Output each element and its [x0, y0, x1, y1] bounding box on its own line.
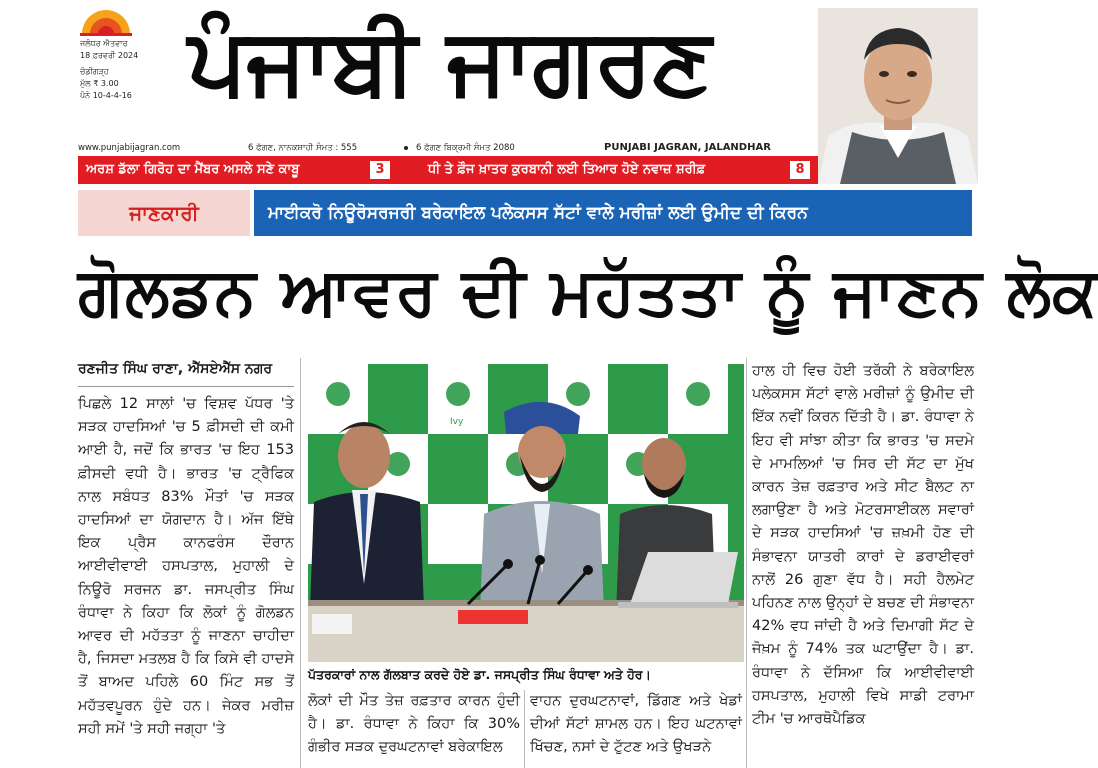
main-headline: ਗੋਲਡਨ ਆਵਰ ਦੀ ਮਹੱਤਤਾ ਨੂੰ ਜਾਣਨ ਲੋਕ [78, 253, 1098, 330]
section-title: ਮਾਈਕਰੋ ਨਿਊਰੋਸਰਜਰੀ ਬਰੇਕਾਇਲ ਪਲੇਕਸਸ ਸੱਟਾਂ ਵਾਲੇ ਮਰੀਜ਼ਾਂ ਲਈ ਉਮੀਦ ਦੀ ਕਿਰਨ [254, 190, 972, 236]
teaser-bar [78, 156, 818, 184]
edition-day: ਜਲੰਧਰ ਐਤਵਾਰ [80, 39, 128, 48]
info-strip [78, 140, 818, 156]
article-column-middle-1 [308, 690, 520, 768]
column-left-text: ਪਿਛਲੇ 12 ਸਾਲਾਂ 'ਚ ਵਿਸ਼ਵ ਪੱਧਰ 'ਤੇ ਸੜਕ ਹਾਦਸਿਆਂ 'ਚ 5 ਫ਼ੀਸਦੀ ਦੀ ਕਮੀ ਆਈ ਹੈ, ਜਦੋਂ ਕਿ ਭਾਰਤ 'ਚ ਇਹ 153 ਫ਼ੀਸਦੀ ਵਧੀ ਹੈ। ਭਾਰਤ 'ਚ ਟ੍ਰੈਫਿਕ ਨਾਲ ਸਬੰਧਤ 83% ਮੌਤਾਂ 'ਚ ਸੜਕ ਹਾਦਸਿਆਂ ਦਾ ਯੋਗਦਾਨ ਹੈ। ਅੱਜ ਇੱਥੇ ਇਕ ਪ੍ਰੈਸ ਕਾਨਫਰੰਸ ਦੌਰਾਨ ਆਈਵੀਵਾਈ ਹਸਪਤਾਲ, ਮੁਹਾਲੀ ਦੇ ਨਿਊਰੋ ਸਰਜਨ ਡਾ. ਜਸਪ੍ਰੀਤ ਸਿੰਘ ਰੰਧਾਵਾ ਨੇ ਕਿਹਾ ਕਿ ਲੋਕਾਂ ਨੂੰ ਗੋਲਡਨ ਆਵਰ ਦੀ ਮਹੱਤਤਾ ਨੂੰ ਜਾਣਨਾ ਚਾਹੀਦਾ ਹੈ, ਜਿਸਦਾ ਮਤਲਬ ਹੈ ਕਿ ਕਿਸੇ ਵੀ ਹਾਦਸੇ ਤੋਂ ਬਾਅਦ ਪਹਿਲੇ 60 ਮਿੰਟ ਸਭ ਤੋਂ ਮਹੱਤਵਪੂਰਨ ਹੁੰਦੇ ਹਨ। ਜੇਕਰ ਮਰੀਜ਼ ਸਹੀ ਸਮੇਂ 'ਤੇ ਸਹੀ ਜਗ੍ਹਾ 'ਤੇ [78, 396, 294, 737]
nawaz-sharif-photo [818, 8, 978, 184]
teaser-2-page: 8 [790, 161, 810, 179]
newspaper-title: ਪੰਜਾਬੀ ਜਾਗਰਣ [188, 8, 711, 115]
photo-caption: ਪੱਤਰਕਾਰਾਂ ਨਾਲ ਗੱਲਬਾਤ ਕਰਦੇ ਹੋਏ ਡਾ. ਜਸਪ੍ਰੀਤ ਸਿੰਘ ਰੰਧਾਵਾ ਅਤੇ ਹੋਰ। [308, 667, 651, 682]
publisher: PUNJABI JAGRAN, JALANDHAR [604, 142, 771, 153]
price: ਮੁੱਲ ₹ 3.00 [80, 79, 119, 88]
teaser-1-text[interactable]: ਅਰਸ਼ ਡੱਲਾ ਗਿਰੋਹ ਦਾ ਮੈਂਬਰ ਅਸਲੇ ਸਣੇ ਕਾਬੂ [86, 162, 300, 177]
column-middle-1-text: ਲੋਕਾਂ ਦੀ ਮੌਤ ਤੇਜ਼ ਰਫ਼ਤਾਰ ਕਾਰਨ ਹੁੰਦੀ ਹੈ। ਡਾ. ਰੰਧਾਵਾ ਨੇ ਕਿਹਾ ਕਿ 30% ਗੰਭੀਰ ਸੜਕ ਦੁਰਘਟਨਾਵਾਂ ਬਰੇਕਾਇਲ [308, 693, 520, 756]
column-divider [746, 358, 747, 768]
edition-date: 18 ਫ਼ਰਵਰੀ 2024 [80, 51, 139, 60]
teaser-2-text[interactable]: ਧੀ ਤੇ ਫ਼ੌਜ ਖ਼ਾਤਰ ਕੁਰਬਾਨੀ ਲਈ ਤਿਆਰ ਹੋਏ ਨਵਾਜ਼ ਸ਼ਰੀਫ਼ [428, 162, 706, 177]
bikrami-date: 6 ਫੱਗਣ ਬਿਕ੍ਰਮੀ ਸੰਮਤ 2080 [416, 143, 515, 153]
jagran-sun-logo-icon [78, 6, 134, 36]
column-middle-2-text: ਵਾਹਨ ਦੁਰਘਟਨਾਵਾਂ, ਡਿੱਗਣ ਅਤੇ ਖੇਡਾਂ ਦੀਆਂ ਸੱਟਾਂ ਸ਼ਾਮਲ ਹਨ। ਇਹ ਘਟਨਾਵਾਂ ਖਿੱਚਣ, ਨਸਾਂ ਦੇ ਟੁੱਟਣ ਅਤੇ ਉਖੜਨੇ [530, 693, 742, 756]
photo-logo-text: Ivy [450, 417, 464, 427]
masthead-meta [80, 38, 190, 102]
column-right-text: ਹਾਲ ਹੀ ਵਿਚ ਹੋਈ ਤਰੱਕੀ ਨੇ ਬਰੇਕਾਇਲ ਪਲੇਕਸਸ ਸੱਟਾਂ ਵਾਲੇ ਮਰੀਜ਼ਾਂ ਨੂੰ ਉਮੀਦ ਦੀ ਇੱਕ ਨਵੀਂ ਕਿਰਨ ਦਿੱਤੀ ਹੈ। ਡਾ. ਰੰਧਾਵਾ ਨੇ ਇਹ ਵੀ ਸਾਂਝਾ ਕੀਤਾ ਕਿ ਭਾਰਤ 'ਚ ਸਦਮੇ ਦੇ ਮਾਮਲਿਆਂ 'ਚ ਸਿਰ ਦੀ ਸੱਟ ਦਾ ਮੁੱਖ ਕਾਰਨ ਤੇਜ਼ ਰਫ਼ਤਾਰ ਅਤੇ ਸੀਟ ਬੈਲਟ ਨਾ ਲਗਾਉਣਾ ਹੈ ਅਤੇ ਮੋਟਰਸਾਈਕਲ ਸਵਾਰਾਂ ਦੇ ਸੜਕ ਹਾਦਸਿਆਂ 'ਚ ਜ਼ਖ਼ਮੀ ਹੋਣ ਦੀ ਸੰਭਾਵਨਾ ਯਾਤਰੀ ਕਾਰਾਂ ਦੇ ਡਰਾਈਵਰਾਂ ਨਾਲੋਂ 26 ਗੁਣਾ ਵੱਧ ਹੈ। ਸਹੀ ਹੈਲਮੇਟ ਪਹਿਨਣ ਨਾਲ ਉਨ੍ਹਾਂ ਦੇ ਬਚਣ ਦੀ ਸੰਭਾਵਨਾ 42% ਵਧ ਜਾਂਦੀ ਹੈ ਅਤੇ ਦਿਮਾਗੀ ਸੱਟ ਦੇ ਜੋਖ਼ਮ ਨੂੰ 74% ਤਕ ਘਟਾਉਂਦਾ ਹੈ। ਡਾ. ਰੰਧਾਵਾ ਨੇ ਦੱਸਿਆ ਕਿ ਆਈਵੀਵਾਈ ਹਸਪਤਾਲ, ਮੁਹਾਲੀ ਵਿਖੇ ਸਾਡੀ ਟਰਾਮਾ ਟੀਮ 'ਚ ਆਰਥੋਪੈਡਿਕ [752, 363, 974, 728]
column-divider [524, 690, 525, 768]
press-conference-photo [308, 364, 744, 662]
website-link[interactable]: www.punjabijagran.com [78, 143, 181, 153]
teaser-1-page: 3 [370, 161, 390, 179]
article-column-middle-2 [530, 690, 742, 768]
separator-dot-icon [404, 146, 408, 150]
column-divider [300, 358, 301, 768]
article-column-right [752, 360, 974, 768]
article-column-left [78, 358, 294, 768]
byline: ਰਣਜੀਤ ਸਿੰਘ ਰਾਣਾ, ਐੱਸਏਐੱਸ ਨਗਰ [78, 358, 294, 387]
section-label: ਜਾਣਕਾਰੀ [78, 190, 250, 236]
section-band [78, 190, 972, 236]
edition-city: ਚੰਡੀਗੜ੍ਹ [80, 67, 109, 76]
nanakshahi-date: 6 ਫੱਗਣ, ਨਾਨਕਸ਼ਾਹੀ ਸੰਮਤ : 555 [248, 143, 358, 153]
page-count: ਪੰਨੇ 10-4-4-16 [80, 91, 132, 100]
